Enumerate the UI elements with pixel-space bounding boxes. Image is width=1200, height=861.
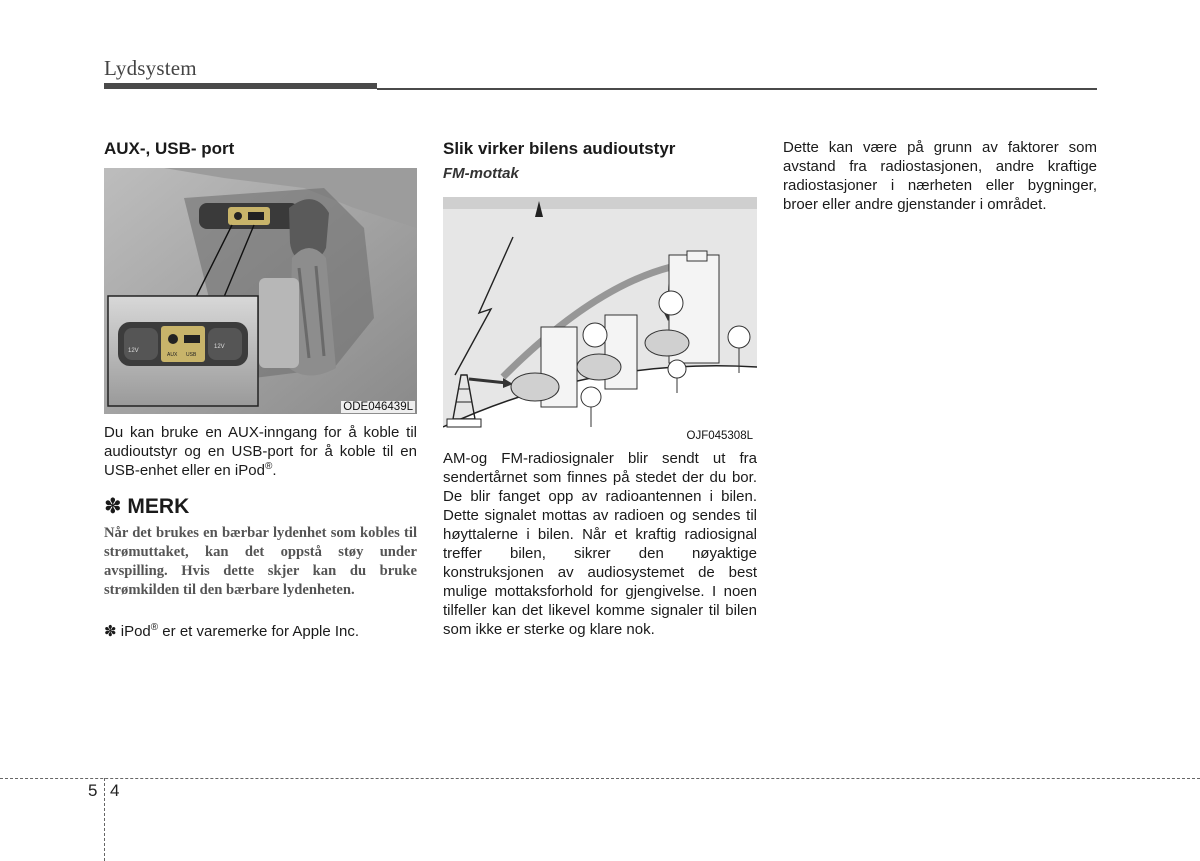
aux-usb-heading: AUX-, USB- port (104, 139, 235, 158)
trademark-registered: ® (150, 622, 159, 633)
label-usb: USB (186, 352, 197, 358)
aux-usb-figure (104, 168, 417, 414)
figure-code: OJF045308L (686, 430, 753, 442)
fm-subheading: FM-mottak (443, 165, 519, 182)
footer-divider (0, 778, 1200, 779)
trademark-note (104, 618, 417, 641)
header-rule-thin (377, 88, 1097, 90)
note-body: Når det brukes en bærbar lydenhet som kobles til strømuttaket, kan det oppstå støy under avspilling. Hvis dette skjer kan du bruke strømkilden til den bærbare lydenheten. (104, 525, 417, 598)
section-number: 5 (88, 781, 98, 800)
trademark-suffix: er et varemerke for Apple Inc. (158, 623, 360, 640)
column-right (783, 138, 1097, 214)
figure-code: ODE046439L (343, 401, 413, 413)
trademark-prefix: ✽ iPod (104, 623, 151, 640)
console-illustration (104, 168, 417, 414)
column-left (104, 138, 417, 641)
fm-figure (443, 197, 757, 443)
column-middle (443, 138, 757, 639)
paragraph-period: . (272, 462, 277, 479)
label-12v-right: 12V (214, 344, 225, 350)
section-title: Lydsystem (104, 56, 197, 80)
aux-usb-paragraph (104, 423, 417, 480)
label-12v-left: 12V (128, 348, 139, 354)
page-number: 4 (110, 781, 120, 800)
fm-paragraph: AM-og FM-radiosignaler blir sendt ut fra sendertårnet som finnes på stedet der du bor. De blir fanget opp av radioantennen i bilen. Dette signalet mottas av radioen og sendes til høyttalerne i bilen. Når et kraftig radiosignal treffer bilen, sikrer den nøyaktige konstruksjonen av audiosystemet de best mulige mottaksforhold for gjengivelse. I noen tilfeller kan det likevel komme signaler til bilen som ikke er sterke og klare nok. (443, 450, 757, 638)
aux-usb-paragraph-text: Du kan bruke en AUX-inngang for å koble til audioutstyr og en USB-port for å koble til en USB-enhet eller en iPod (104, 424, 417, 479)
note-title: ✽ MERK (104, 495, 190, 518)
label-aux: AUX (167, 352, 178, 358)
footer-vertical-divider (104, 778, 105, 861)
registered-mark: ® (264, 461, 273, 472)
audio-heading: Slik virker bilens audioutstyr (443, 139, 676, 158)
fm-reception-illustration (443, 197, 757, 443)
factors-paragraph: Dette kan være på grunn av faktorer som avstand fra radiostasjonen, andre kraftige radiostasjoner i nærheten eller bygninger, broer eller andre gjenstander i området. (783, 139, 1097, 213)
header-rule-thick (104, 83, 377, 89)
